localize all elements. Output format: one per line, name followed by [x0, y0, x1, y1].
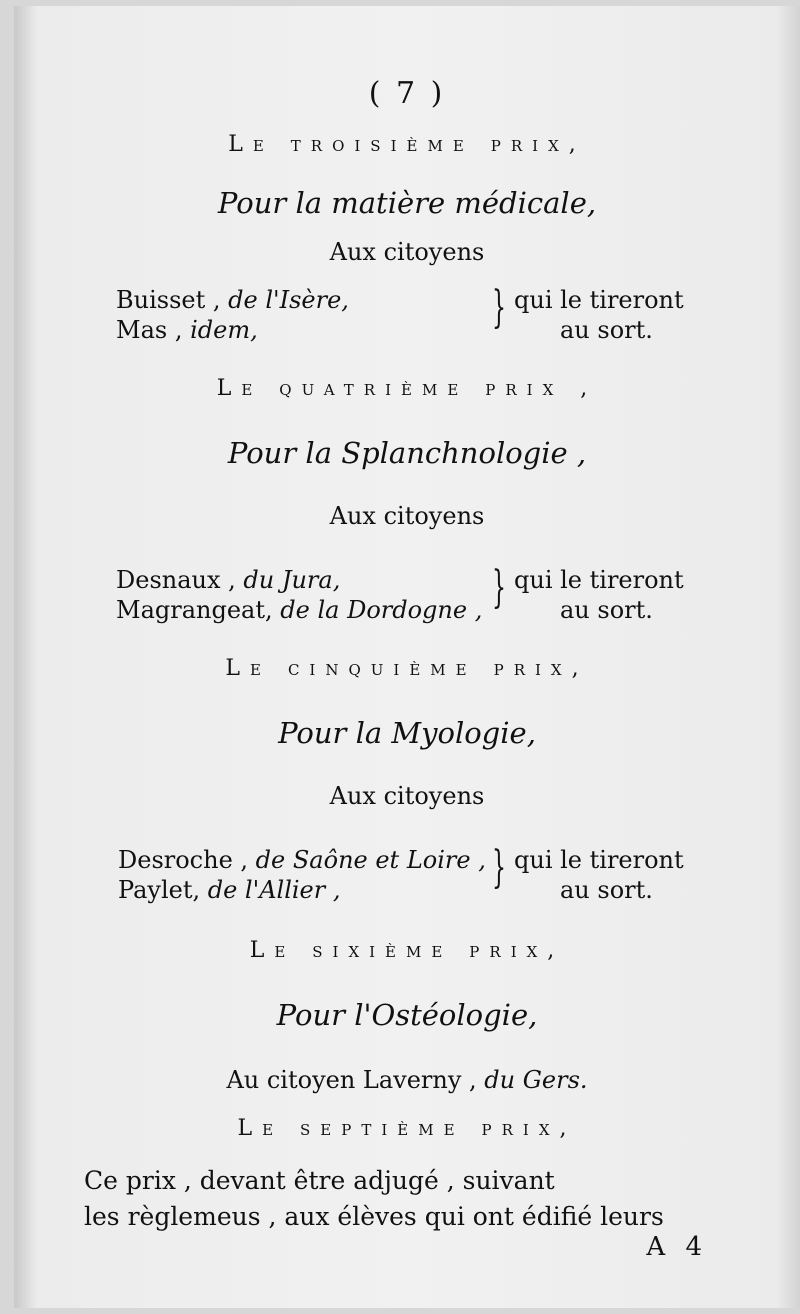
prize-subject-3: Pour la matière médicale, [217, 186, 597, 220]
recipient-name: Mas , idem, [116, 316, 258, 344]
prize-heading-6: Le sixième prix, [249, 938, 565, 963]
prize-heading-5: Le cinquième prix, [225, 656, 589, 681]
lottery-note: au sort. [560, 596, 653, 624]
prize-heading-7: Le septième prix, [237, 1116, 577, 1141]
prize-subject-4: Pour la Splanchnologie , [227, 436, 587, 470]
recipient-name: Magrangeat, de la Dordogne , [116, 596, 483, 624]
body-text-line: Ce prix , devant être adjugé , suivant [84, 1166, 555, 1195]
signature-mark: A 4 [646, 1232, 708, 1262]
recipient-name: Desnaux , du Jura, [116, 566, 341, 594]
body-text-line: les règlemeus , aux élèves qui ont édifié leurs [84, 1202, 664, 1231]
lottery-note: au sort. [560, 876, 653, 904]
lottery-note: qui le tireront [514, 286, 684, 314]
single-recipient: Au citoyen Laverny , du Gers. [226, 1066, 588, 1094]
recipient-name: Paylet, de l'Allier , [118, 876, 341, 904]
brace-glyph: } [492, 282, 506, 333]
brace-glyph: } [492, 562, 506, 613]
prize-subject-6: Pour l'Ostéologie, [276, 998, 538, 1032]
recipients-label-5: Aux citoyens [329, 782, 485, 810]
recipient-name: Buisset , de l'Isère, [116, 286, 349, 314]
page-number: ( 7 ) [368, 76, 446, 111]
lottery-note: au sort. [560, 316, 653, 344]
prize-heading-3: Le troisième prix, [228, 132, 586, 157]
recipients-label-4: Aux citoyens [329, 502, 485, 530]
brace-glyph: } [492, 842, 506, 893]
lottery-note: qui le tireront [514, 566, 684, 594]
recipient-name: Desroche , de Saône et Loire , [118, 846, 486, 874]
lottery-note: qui le tireront [514, 846, 684, 874]
recipients-label-3: Aux citoyens [329, 238, 485, 266]
prize-heading-4: Le quatrième prix , [216, 376, 598, 401]
prize-subject-5: Pour la Myologie, [278, 716, 536, 750]
document-page [14, 6, 800, 1308]
